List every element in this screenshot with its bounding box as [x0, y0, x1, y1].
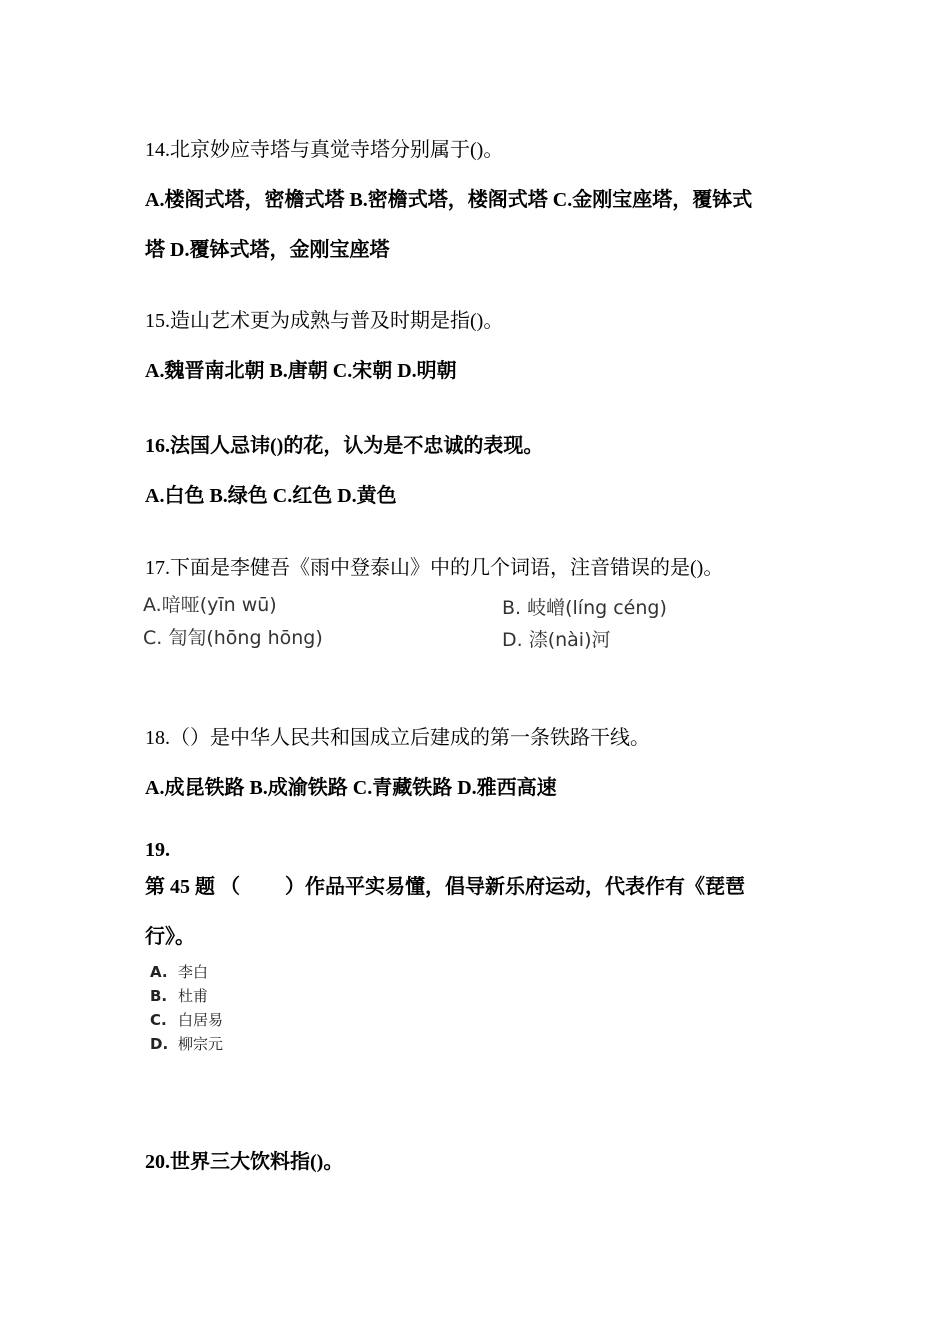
question-19-stem-line1: 第 45 题 （ ）作品平实易懂，倡导新乐府运动，代表作有《琵琶: [145, 876, 745, 898]
question-17-stem: 17.下面是李健吾《雨中登泰山》中的几个词语，注音错误的是()。: [145, 557, 724, 579]
option-letter: B.: [150, 987, 168, 1005]
question-15-stem: 15.造山艺术更为成熟与普及时期是指()。: [145, 310, 504, 332]
question-14-options-line1: A.楼阁式塔，密檐式塔 B.密檐式塔，楼阁式塔 C.金刚宝座塔，覆钵式: [145, 189, 753, 211]
question-19-option-d: [150, 1034, 223, 1054]
option-text: 柳宗元: [178, 1035, 224, 1053]
question-16-stem: 16.法国人忌讳()的花，认为是不忠诚的表现。: [145, 435, 544, 457]
question-17-option-b: B. 岐嶒(líng céng): [502, 597, 667, 619]
question-19-option-a: [150, 962, 208, 982]
question-19-option-c: [150, 1010, 223, 1030]
question-19-number: 19.: [145, 839, 170, 861]
question-20-stem: 20.世界三大饮料指()。: [145, 1151, 344, 1173]
option-text: 杜甫: [178, 987, 209, 1005]
question-17-option-d: D. 渿(nài)河: [502, 629, 611, 651]
question-19-option-b: [150, 986, 208, 1006]
question-18-options: A.成昆铁路 B.成渝铁路 C.青藏铁路 D.雅西高速: [145, 777, 557, 799]
option-letter: A.: [150, 963, 168, 981]
question-14-stem: 14.北京妙应寺塔与真觉寺塔分别属于()。: [145, 139, 504, 161]
question-18-stem: 18.（）是中华人民共和国成立后建成的第一条铁路干线。: [145, 727, 650, 749]
question-16-options: A.白色 B.绿色 C.红色 D.黄色: [145, 485, 397, 507]
option-letter: D.: [150, 1035, 169, 1053]
option-letter: C.: [150, 1011, 167, 1029]
question-17-option-a: A.喑哑(yīn wū): [143, 594, 277, 616]
question-14-options-line2: 塔 D.覆钵式塔，金刚宝座塔: [145, 239, 390, 261]
option-text: 白居易: [178, 1011, 224, 1029]
question-19-stem-line2: 行》。: [145, 926, 195, 948]
option-text: 李白: [178, 963, 209, 981]
question-15-options: A.魏晋南北朝 B.唐朝 C.宋朝 D.明朝: [145, 360, 457, 382]
question-17-option-c: C. 訇訇(hōng hōng): [143, 627, 323, 649]
